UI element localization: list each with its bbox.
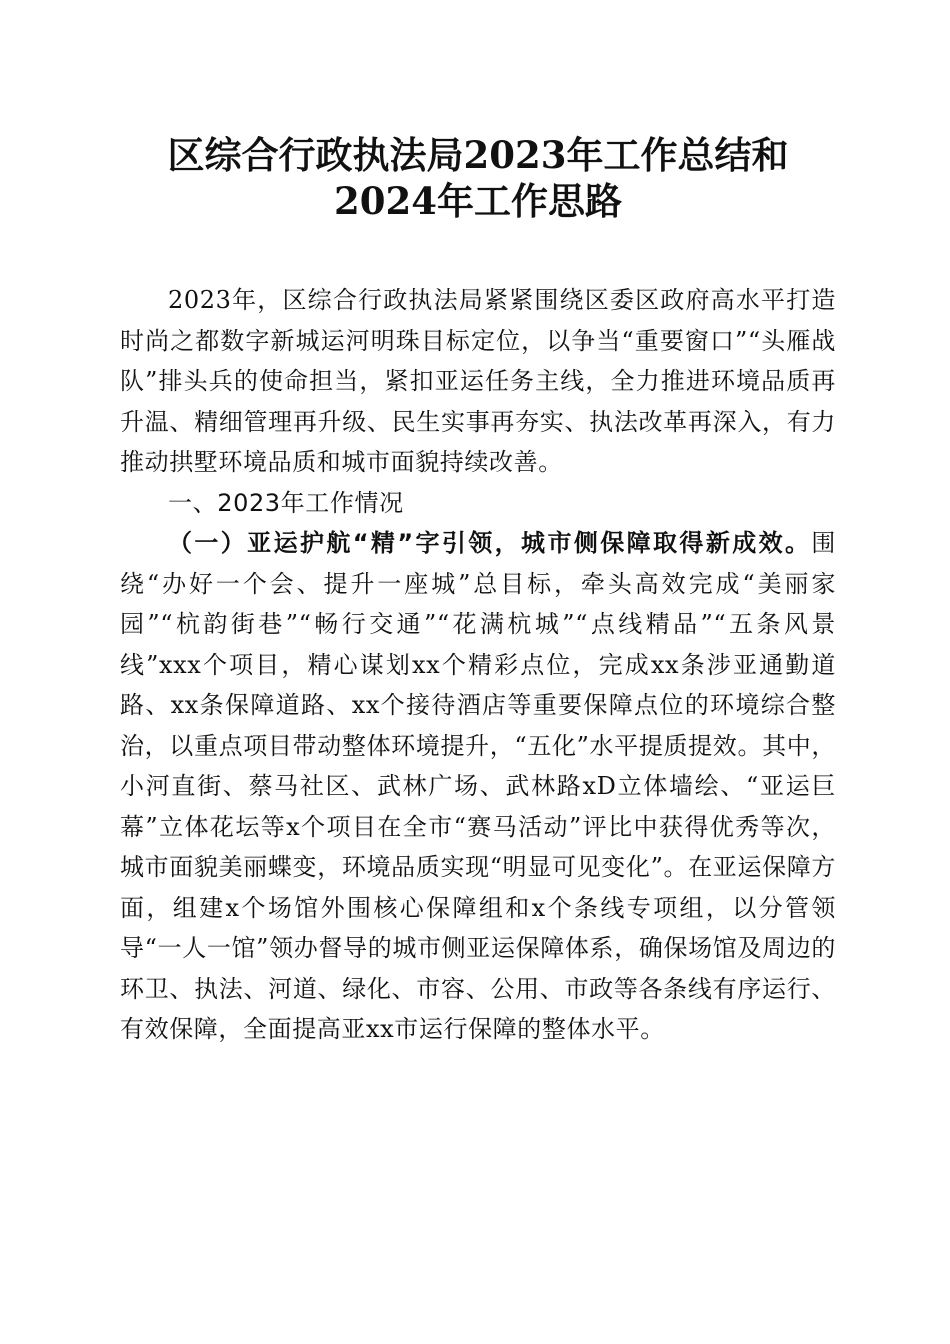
section-heading-1: 一、2023年工作情况 xyxy=(168,488,404,517)
intro-paragraph: 2023年，区综合行政执法局紧紧围绕区委区政府高水平打造时尚之都数字新城运河明珠目标定位，以争当“重要窗口”“头雁战队”排头兵的使命担当，紧扣亚运任务主线，全力推进环境品质再升温、精细管理再升级、民生实事再夯实、执法改革再深入，有力推动拱墅环境品质和城市面貌持续改善。 xyxy=(120,286,836,476)
subsection-paragraph-1 xyxy=(120,523,836,1050)
document-title: 区综合行政执法局2023年工作总结和2024年工作思路 xyxy=(167,133,789,223)
subsection-body-1: 围绕“办好一个会、提升一座城”总目标，牵头高效完成“美丽家园”“杭韵街巷”“畅行交通”“花满杭城”“点线精品”“五条风景线”xxx个项目，精心谋划xx个精彩点位，完成xx条涉亚通勤道路、xx条保障道路、xx个接待酒店等重要保障点位的环境综合整治，以重点项目带动整体环境提升，“五化”水平提质提效。其中，小河直街、蔡马社区、武林广场、武林路xD立体墙绘、“亚运巨幕”立体花坛等x个项目在全市“赛马活动”评比中获得优秀等次，城市面貌美丽蝶变，环境品质实现“明显可见变化”。在亚运保障方面，组建x个场馆外围核心保障组和x个条线专项组，以分管领导“一人一馆”领办督导的城市侧亚运保障体系，确保场馆及周边的环卫、执法、河道、绿化、市容、公用、市政等各条线有序运行、有效保障，全面提高亚xx市运行保障的整体水平。 xyxy=(120,529,836,1043)
document-page xyxy=(120,132,836,1050)
subsection-heading-1: （一）亚运护航“精”字引领，城市侧保障取得新成效。 xyxy=(168,529,812,557)
document-body xyxy=(120,280,836,1050)
